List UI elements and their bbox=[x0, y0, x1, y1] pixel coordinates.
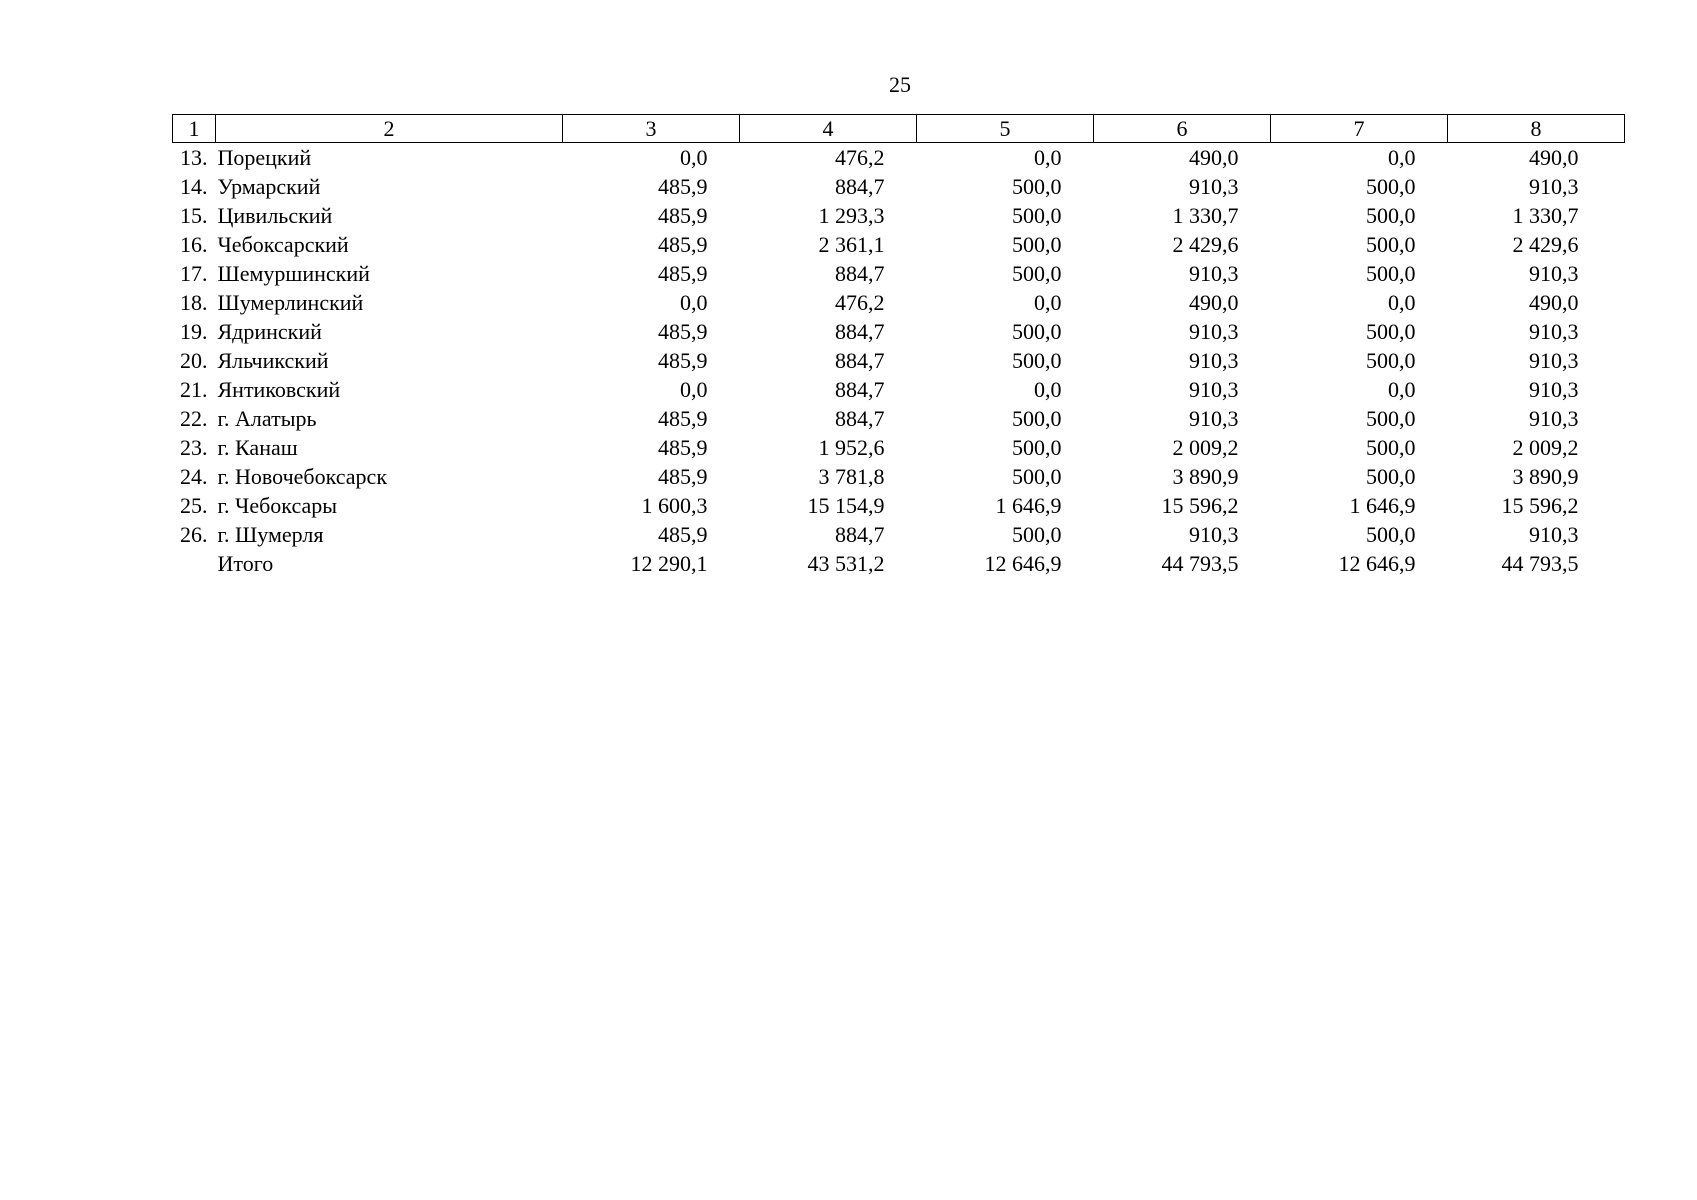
value-cell: 500,0 bbox=[1012, 174, 1062, 199]
district-name: г. Шумерля bbox=[217, 522, 324, 547]
value-cell: 485,9 bbox=[658, 174, 708, 199]
value-cell: 0,0 bbox=[1034, 290, 1062, 315]
value-cell: 3 890,9 bbox=[1172, 464, 1239, 489]
table-row bbox=[173, 143, 1625, 173]
table-row bbox=[173, 288, 1625, 317]
district-name: Ядринский bbox=[217, 319, 322, 344]
value-cell: 500,0 bbox=[1366, 406, 1416, 431]
value-cell: 884,7 bbox=[835, 406, 885, 431]
value-cell: 485,9 bbox=[658, 261, 708, 286]
row-number: 14. bbox=[180, 174, 208, 199]
value-cell: 500,0 bbox=[1366, 319, 1416, 344]
district-name: г. Канаш bbox=[217, 435, 298, 460]
value-cell: 884,7 bbox=[835, 522, 885, 547]
table-row bbox=[173, 201, 1625, 230]
table-row bbox=[173, 491, 1625, 520]
header-row bbox=[173, 115, 1625, 143]
table-row bbox=[173, 404, 1625, 433]
value-cell: 1 646,9 bbox=[1349, 493, 1416, 518]
row-number: 17. bbox=[180, 261, 208, 286]
district-name: Чебоксарский bbox=[217, 232, 349, 257]
value-cell: 910,3 bbox=[1189, 319, 1239, 344]
value-cell: 500,0 bbox=[1366, 348, 1416, 373]
value-cell: 15 154,9 bbox=[807, 493, 885, 518]
row-number: 13. bbox=[180, 145, 208, 170]
district-name: Шемуршинский bbox=[217, 261, 370, 286]
value-cell: 910,3 bbox=[1529, 261, 1579, 286]
row-number: 20. bbox=[180, 348, 208, 373]
value-cell: 485,9 bbox=[658, 522, 708, 547]
value-cell: 43 531,2 bbox=[807, 551, 885, 576]
table-row bbox=[173, 520, 1625, 549]
value-cell: 500,0 bbox=[1012, 406, 1062, 431]
value-cell: 490,0 bbox=[1529, 145, 1579, 170]
row-number: 22. bbox=[180, 406, 208, 431]
value-cell: 500,0 bbox=[1366, 174, 1416, 199]
value-cell: 1 646,9 bbox=[995, 493, 1062, 518]
value-cell: 485,9 bbox=[658, 319, 708, 344]
table-row bbox=[173, 346, 1625, 375]
value-cell: 884,7 bbox=[835, 348, 885, 373]
value-cell: 910,3 bbox=[1189, 377, 1239, 402]
table-row bbox=[173, 172, 1625, 201]
district-name: г. Алатырь bbox=[217, 406, 317, 431]
row-number bbox=[173, 549, 216, 578]
value-cell: 0,0 bbox=[1034, 377, 1062, 402]
value-cell: 485,9 bbox=[658, 406, 708, 431]
value-cell: 500,0 bbox=[1366, 464, 1416, 489]
value-cell: 12 646,9 bbox=[984, 551, 1062, 576]
value-cell: 500,0 bbox=[1366, 435, 1416, 460]
value-cell: 12 290,1 bbox=[630, 551, 708, 576]
value-cell: 0,0 bbox=[680, 290, 708, 315]
row-number: 23. bbox=[180, 435, 208, 460]
column-header: 4 bbox=[740, 115, 917, 143]
value-cell: 1 952,6 bbox=[818, 435, 885, 460]
value-cell: 500,0 bbox=[1366, 261, 1416, 286]
value-cell: 3 890,9 bbox=[1512, 464, 1579, 489]
district-name: Цивильский bbox=[217, 203, 333, 228]
column-header: 7 bbox=[1271, 115, 1448, 143]
value-cell: 910,3 bbox=[1189, 406, 1239, 431]
table-row bbox=[173, 462, 1625, 491]
value-cell: 0,0 bbox=[1034, 145, 1062, 170]
value-cell: 1 330,7 bbox=[1172, 203, 1239, 228]
row-number: 26. bbox=[180, 522, 208, 547]
value-cell: 485,9 bbox=[658, 435, 708, 460]
value-cell: 910,3 bbox=[1529, 522, 1579, 547]
table-row bbox=[173, 259, 1625, 288]
row-number: 25. bbox=[180, 493, 208, 518]
district-name: Шумерлинский bbox=[217, 290, 364, 315]
data-table bbox=[172, 114, 1625, 578]
table-row bbox=[173, 317, 1625, 346]
value-cell: 0,0 bbox=[680, 377, 708, 402]
table-row bbox=[173, 230, 1625, 259]
value-cell: 884,7 bbox=[835, 377, 885, 402]
value-cell: 500,0 bbox=[1366, 203, 1416, 228]
value-cell: 500,0 bbox=[1012, 348, 1062, 373]
value-cell: 500,0 bbox=[1012, 319, 1062, 344]
value-cell: 500,0 bbox=[1012, 435, 1062, 460]
value-cell: 2 009,2 bbox=[1512, 435, 1579, 460]
district-name: г. Чебоксары bbox=[217, 493, 338, 518]
value-cell: 500,0 bbox=[1012, 232, 1062, 257]
value-cell: 500,0 bbox=[1366, 232, 1416, 257]
value-cell: 490,0 bbox=[1189, 145, 1239, 170]
value-cell: 910,3 bbox=[1529, 348, 1579, 373]
value-cell: 910,3 bbox=[1189, 348, 1239, 373]
row-number: 16. bbox=[180, 232, 208, 257]
column-header: 8 bbox=[1448, 115, 1625, 143]
page-number: 25 bbox=[889, 72, 911, 97]
value-cell: 1 330,7 bbox=[1512, 203, 1579, 228]
value-cell: 910,3 bbox=[1529, 174, 1579, 199]
column-header: 3 bbox=[563, 115, 740, 143]
column-header: 6 bbox=[1094, 115, 1271, 143]
value-cell: 44 793,5 bbox=[1501, 551, 1579, 576]
value-cell: 485,9 bbox=[658, 203, 708, 228]
table-row bbox=[173, 375, 1625, 404]
value-cell: 2 429,6 bbox=[1512, 232, 1579, 257]
value-cell: 485,9 bbox=[658, 348, 708, 373]
value-cell: 0,0 bbox=[680, 145, 708, 170]
value-cell: 500,0 bbox=[1012, 522, 1062, 547]
district-name: г. Новочебоксарск bbox=[217, 464, 388, 489]
value-cell: 1 600,3 bbox=[641, 493, 708, 518]
value-cell: 910,3 bbox=[1189, 174, 1239, 199]
value-cell: 500,0 bbox=[1012, 464, 1062, 489]
total-row bbox=[173, 549, 1625, 578]
value-cell: 490,0 bbox=[1529, 290, 1579, 315]
row-number: 15. bbox=[180, 203, 208, 228]
value-cell: 3 781,8 bbox=[818, 464, 885, 489]
value-cell: 884,7 bbox=[835, 319, 885, 344]
value-cell: 485,9 bbox=[658, 232, 708, 257]
district-name: Яльчикский bbox=[217, 348, 329, 373]
value-cell: 0,0 bbox=[1388, 377, 1416, 402]
column-header: 1 bbox=[173, 115, 216, 143]
value-cell: 910,3 bbox=[1529, 377, 1579, 402]
row-number: 21. bbox=[180, 377, 208, 402]
value-cell: 0,0 bbox=[1388, 290, 1416, 315]
row-number: 19. bbox=[180, 319, 208, 344]
value-cell: 500,0 bbox=[1366, 522, 1416, 547]
value-cell: 12 646,9 bbox=[1338, 551, 1416, 576]
value-cell: 15 596,2 bbox=[1501, 493, 1579, 518]
value-cell: 0,0 bbox=[1388, 145, 1416, 170]
value-cell: 476,2 bbox=[835, 290, 885, 315]
row-number: 24. bbox=[180, 464, 208, 489]
row-number: 18. bbox=[180, 290, 208, 315]
value-cell: 44 793,5 bbox=[1161, 551, 1239, 576]
value-cell: 2 429,6 bbox=[1172, 232, 1239, 257]
column-header: 5 bbox=[917, 115, 1094, 143]
value-cell: 476,2 bbox=[835, 145, 885, 170]
district-name: Янтиковский bbox=[217, 377, 341, 402]
value-cell: 485,9 bbox=[658, 464, 708, 489]
district-name: Порецкий bbox=[217, 145, 312, 170]
column-header: 2 bbox=[216, 115, 563, 143]
value-cell: 884,7 bbox=[835, 261, 885, 286]
district-name: Итого bbox=[217, 551, 274, 576]
table-row bbox=[173, 433, 1625, 462]
value-cell: 884,7 bbox=[835, 174, 885, 199]
value-cell: 490,0 bbox=[1189, 290, 1239, 315]
value-cell: 910,3 bbox=[1529, 406, 1579, 431]
value-cell: 15 596,2 bbox=[1161, 493, 1239, 518]
value-cell: 1 293,3 bbox=[818, 203, 885, 228]
value-cell: 2 009,2 bbox=[1172, 435, 1239, 460]
value-cell: 910,3 bbox=[1529, 319, 1579, 344]
district-name: Урмарский bbox=[217, 174, 321, 199]
value-cell: 910,3 bbox=[1189, 261, 1239, 286]
value-cell: 500,0 bbox=[1012, 203, 1062, 228]
value-cell: 910,3 bbox=[1189, 522, 1239, 547]
value-cell: 500,0 bbox=[1012, 261, 1062, 286]
value-cell: 2 361,1 bbox=[818, 232, 885, 257]
